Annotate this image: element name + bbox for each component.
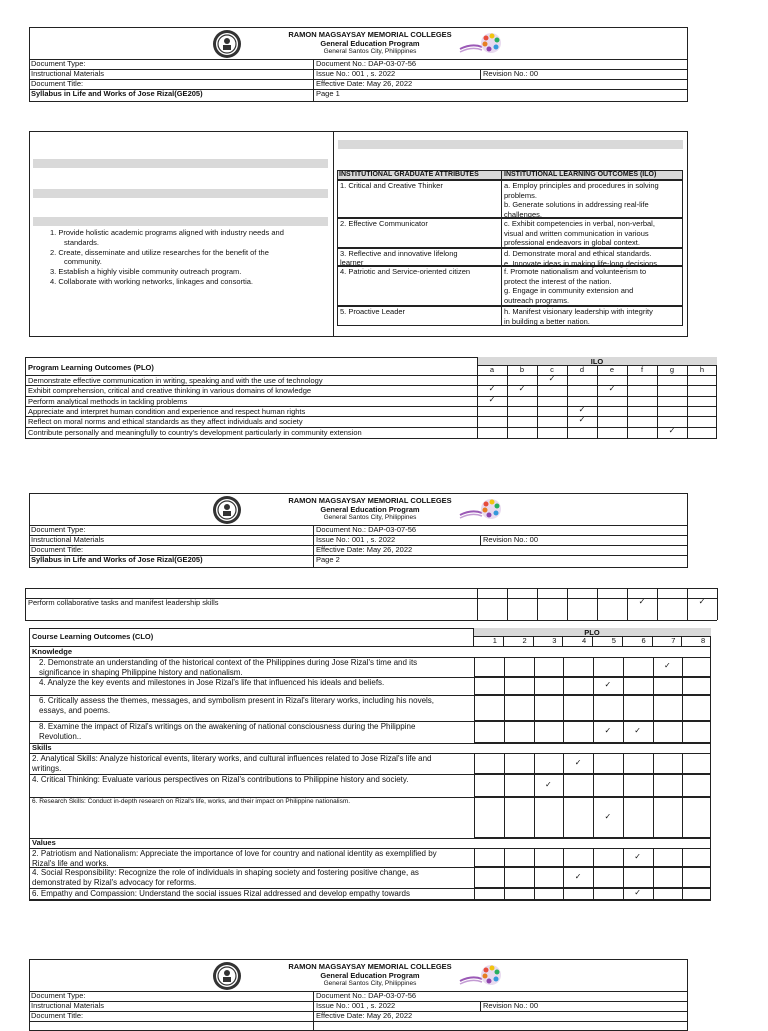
goal-item: 3. Establish a highly visible community outreach program. — [50, 267, 242, 277]
cont-bottom-line — [25, 620, 717, 621]
clo-grid-col-line — [623, 695, 624, 721]
clo-grid-col-line — [504, 888, 505, 900]
ilo-check-mark: ✓ — [488, 394, 496, 404]
cont-col-line — [507, 588, 508, 620]
learning-outcome: problems. — [504, 190, 537, 200]
clo-grid-col-line — [653, 797, 654, 838]
vision-heading-bg — [33, 159, 328, 168]
header-col-line-revision — [480, 535, 481, 545]
learning-outcome: a. Employ principles and procedures in solving — [504, 181, 659, 190]
institution-name: RAMON MAGSAYSAY MEMORIAL COLLEGES — [288, 496, 452, 505]
clo-grid-col-line — [682, 677, 683, 695]
plo-row-text: Demonstrate effective communication in writing, speaking and with the use of technology — [28, 376, 323, 385]
clo-row-text: 6. Critically assess the themes, messages, and symbolism present in Rizal's literary works, including his novels, — [39, 696, 435, 705]
clo-row-text: 2. Patriotism and Nationalism: Appreciate the importance of love for country and national identity as exemplified by — [32, 849, 437, 858]
ilo-check-mark: ✓ — [548, 374, 556, 383]
ilo-col-line — [597, 365, 598, 439]
ilo-check-mark: ✓ — [488, 384, 496, 394]
clo-row-text: 6. Research Skills: Conduct in-depth research on Rizal's life, works, and their impact on Philippine nationalism. — [32, 798, 351, 805]
learning-outcome: in building a better nation. — [504, 316, 590, 326]
cont-col-line — [567, 588, 568, 620]
document-type-label: Document Type: — [31, 59, 86, 68]
document-number: Document No.: DAP-03-07-56 — [316, 525, 417, 534]
clo-grid-col-line — [534, 753, 535, 774]
clo-grid-col-line — [563, 721, 564, 743]
issue-number: Issue No.: 001 , s. 2022 — [316, 1001, 396, 1010]
clo-grid-col-line — [593, 848, 594, 867]
header-col-line-revision — [480, 1001, 481, 1011]
ilo-check-mark: ✓ — [668, 425, 676, 435]
plo-check-mark: ✓ — [664, 661, 671, 670]
ilo-letter: d — [579, 365, 585, 374]
learning-outcome: visual and written communication in various — [504, 228, 649, 238]
cont-col-line — [597, 588, 598, 620]
learning-outcome: challenges. — [504, 209, 542, 219]
clo-row-text: Rizal's life and works. — [32, 858, 109, 868]
clo-row-text: demonstrated by Rizal's advocacy for reforms. — [32, 877, 197, 887]
clo-grid-col-line — [593, 695, 594, 721]
clo-row-text: writings. — [32, 763, 62, 773]
clo-grid-col-line — [653, 695, 654, 721]
cont-top-line — [25, 588, 717, 589]
revision-number: Revision No.: 00 — [483, 535, 539, 544]
clo-grid-col-line — [653, 753, 654, 774]
clo-grid-col-line — [682, 888, 683, 900]
attribute-name: 5. Proactive Leader — [340, 307, 406, 316]
ilo-col-line — [627, 365, 628, 439]
plo-row-text: Contribute personally and meaningfully to country's development particularly in community extension — [28, 427, 362, 437]
clo-grid-col-line — [653, 721, 654, 743]
document-title-value: Syllabus in Life and Works of Jose Rizal(GE205) — [31, 555, 203, 564]
plo-number: 8 — [701, 636, 706, 645]
learning-outcome: b. Generate solutions in addressing real-life — [504, 200, 649, 210]
learning-outcome: c. Exhibit competencies in verbal, non-verbal, — [504, 219, 655, 228]
ilo-label: ILO — [590, 357, 604, 366]
issue-number: Issue No.: 001 , s. 2022 — [316, 69, 396, 78]
iga-col-line — [501, 170, 502, 326]
clo-grid-col-line — [534, 848, 535, 867]
goal-item: standards. — [64, 237, 100, 247]
plo-number-col-line — [503, 636, 504, 646]
clo-grid-col-line — [504, 753, 505, 774]
clo-row-text: 4. Critical Thinking: Evaluate various perspectives on Rizal's contributions to Philippine history and society. — [32, 775, 409, 784]
document-type-value: Instructional Materials — [31, 1001, 104, 1010]
learning-outcome: e. Innovate ideas in making life-long decisions. — [504, 258, 660, 268]
goal-item: 1. Provide holistic academic programs aligned with industry needs and — [50, 228, 284, 237]
clo-grid-col-line — [623, 774, 624, 797]
effective-date: Effective Date: May 26, 2022 — [316, 545, 413, 554]
plo-check-mark: ✓ — [604, 811, 612, 821]
clo-grid-col-line — [682, 867, 683, 888]
clo-header-line — [29, 646, 711, 647]
clo-grid-col-line — [504, 721, 505, 743]
mission-heading-bg — [33, 189, 328, 198]
clo-grid-col-line — [593, 657, 594, 677]
clo-split-line — [473, 628, 474, 646]
plo-label: PLO — [584, 628, 600, 637]
header-col-line — [313, 525, 314, 568]
clo-row-text: 4. Social Responsibility: Recognize the role of individuals in shaping society and fostering positive change, as — [32, 868, 419, 877]
school-seal-icon — [212, 961, 242, 991]
clo-grid-col-line — [623, 753, 624, 774]
cont-col-line — [477, 588, 478, 620]
plo-number: 4 — [582, 636, 587, 645]
plo-check-mark: ✓ — [604, 680, 612, 689]
clo-grid-col-line — [504, 848, 505, 867]
clo-grid-col-line — [593, 774, 594, 797]
plo-header: Program Learning Outcomes (PLO) — [28, 363, 154, 372]
ilo-check-mark: ✓ — [698, 597, 706, 606]
institution-location: General Santos City, Philippines — [323, 48, 417, 55]
program-name: General Education Program — [320, 39, 420, 48]
clo-row-line — [29, 838, 711, 839]
cont-left-line — [25, 588, 26, 620]
revision-number: Revision No.: 00 — [483, 1001, 539, 1010]
plo-number: 1 — [492, 636, 497, 645]
learning-outcome: professional endeavors in global context. — [504, 238, 640, 248]
ilo-check-mark: ✓ — [578, 404, 586, 414]
plo-number: 7 — [671, 636, 676, 645]
cont-col-line — [537, 588, 538, 620]
program-name: General Education Program — [320, 505, 420, 514]
plo-number: 5 — [611, 636, 616, 645]
clo-grid-col-line — [593, 888, 594, 900]
document-type-value: Instructional Materials — [31, 535, 104, 544]
core-values-heading-bg — [338, 140, 683, 149]
ilo-check-mark: ✓ — [638, 597, 646, 606]
plo-check-mark: ✓ — [634, 726, 641, 735]
clo-row-text: 4. Analyze the key events and milestones in Jose Rizal's life that influenced his ideals and beliefs. — [39, 678, 385, 687]
document-type-label: Document Type: — [31, 525, 86, 534]
learning-outcome: f. Promote nationalism and volunteerism to — [504, 267, 647, 276]
header-row-line — [29, 1021, 688, 1022]
clo-grid-col-line — [563, 774, 564, 797]
plo-number-col-line — [562, 636, 563, 646]
plo-number-col-line — [592, 636, 593, 646]
header-col-line — [313, 991, 314, 1031]
institution-name: RAMON MAGSAYSAY MEMORIAL COLLEGES — [288, 30, 452, 39]
ilo-letter: a — [489, 365, 495, 374]
ilo-check-mark: ✓ — [518, 384, 526, 394]
attribute-name: 3. Reflective and innovative lifelong — [340, 249, 458, 258]
institution-location: General Santos City, Philippines — [323, 980, 417, 987]
attribute-name: 2. Effective Communicator — [340, 219, 428, 228]
clo-row-line — [29, 900, 711, 901]
ilo-letter: e — [609, 365, 615, 374]
plo-check-mark: ✓ — [634, 888, 641, 897]
effective-date: Effective Date: May 26, 2022 — [316, 1011, 413, 1020]
clo-grid-col-line — [593, 753, 594, 774]
attribute-name: 1. Critical and Creative Thinker — [340, 181, 443, 190]
goal-item: community. — [64, 257, 102, 267]
clo-grid-col-line — [534, 797, 535, 838]
document-type-value: Instructional Materials — [31, 69, 104, 78]
plo-check-mark: ✓ — [604, 726, 612, 735]
header-col-line — [313, 59, 314, 102]
clo-grid-col-line — [563, 677, 564, 695]
plo-check-mark: ✓ — [574, 871, 582, 881]
clo-grid-col-line — [682, 797, 683, 838]
plo-row-text: Exhibit comprehension, critical and creative thinking in various domains of knowledge — [28, 386, 312, 396]
ilo-check-mark: ✓ — [608, 384, 616, 394]
clo-grid-col-line — [623, 657, 624, 677]
document-title-label: Document Title: — [31, 79, 84, 88]
clo-row-text: significance in shaping Philippine history and nationalism. — [39, 667, 243, 677]
vmgo-divider — [333, 131, 334, 337]
learning-outcome: outreach programs. — [504, 295, 570, 305]
clo-grid-col-line — [504, 774, 505, 797]
goal-item: 4. Collaborate with working networks, linkages and consortia. — [50, 277, 254, 286]
clo-grid-col-line — [563, 848, 564, 867]
plo-number-col-line — [622, 636, 623, 646]
clo-row-text: 2. Analytical Skills: Analyze historical events, literary works, and cultural influences related to Jose Rizal's life and — [32, 754, 432, 763]
clo-grid-col-line — [682, 753, 683, 774]
plo-check-mark: ✓ — [574, 757, 582, 767]
document-title-label: Document Title: — [31, 545, 84, 554]
plo-check-mark: ✓ — [545, 779, 552, 789]
ilo-letter: c — [550, 365, 554, 374]
clo-grid-col-line — [504, 867, 505, 888]
clo-row-text: 2. Demonstrate an understanding of the historical context of the Philippines during Jose Rizal's time and its — [39, 658, 418, 667]
page-number: Page 1 — [316, 89, 340, 98]
ilo-col-line — [687, 365, 688, 439]
learning-outcome: d. Demonstrate moral and ethical standards. — [504, 249, 652, 258]
clo-grid-col-line — [682, 695, 683, 721]
clo-grid-col-line — [534, 888, 535, 900]
goals-heading-bg — [33, 217, 328, 226]
plo-number: 2 — [522, 636, 527, 645]
clo-grid-col-line — [534, 677, 535, 695]
plo-number: 3 — [552, 636, 557, 645]
revision-number: Revision No.: 00 — [483, 69, 539, 78]
clo-grid-col-line — [563, 797, 564, 838]
header-col-line-revision — [480, 69, 481, 79]
document-number: Document No.: DAP-03-07-56 — [316, 991, 417, 1000]
plo-number: 6 — [641, 636, 646, 645]
plo-row-text: Appreciate and interpret human condition and experience and respect human rights — [28, 406, 306, 416]
clo-grid-col-line — [593, 867, 594, 888]
document-type-label: Document Type: — [31, 991, 86, 1000]
learning-outcome: h. Manifest visionary leadership with integrity — [504, 307, 653, 316]
clo-grid-col-line — [653, 774, 654, 797]
goal-item: 2. Create, disseminate and utilize researches for the benefit of the — [50, 247, 269, 257]
clo-grid-col-line — [563, 657, 564, 677]
effective-date: Effective Date: May 26, 2022 — [316, 79, 413, 88]
document-title-value: Syllabus in Life and Works of Jose Rizal(GE205) — [31, 89, 203, 98]
clo-section-label: Values — [32, 838, 56, 847]
clo-grid-col-line — [682, 774, 683, 797]
ilo-col-line — [507, 365, 508, 439]
clo-row-text: 8. Examine the impact of Rizal's writings on the awakening of national consciousness during the Philippine — [39, 722, 416, 731]
learning-outcome: g. Engage in community extension and — [504, 286, 634, 296]
plo-check-mark: ✓ — [634, 851, 641, 861]
clo-row-line — [29, 743, 711, 744]
ilo-letter: g — [669, 365, 675, 374]
clo-grid-col-line — [682, 657, 683, 677]
clo-grid-col-line — [653, 888, 654, 900]
plo-number-col-line — [533, 636, 534, 646]
plo-number-col-line — [652, 636, 653, 646]
clo-grid-col-line — [623, 677, 624, 695]
clo-grid-col-line — [623, 867, 624, 888]
clo-grid-col-line — [504, 677, 505, 695]
ilo-col-line — [567, 365, 568, 439]
clo-grid-col-line — [534, 867, 535, 888]
clo-section-label: Knowledge — [32, 647, 73, 656]
clo-grid-col-line — [534, 657, 535, 677]
document-number: Document No.: DAP-03-07-56 — [316, 59, 417, 68]
ilo-header: INSTITUTIONAL LEARNING OUTCOMES (ILO) — [504, 171, 657, 178]
clo-grid-col-line — [504, 797, 505, 838]
clo-grid-col-line — [563, 695, 564, 721]
clo-grid-col-line — [504, 695, 505, 721]
clo-header: Course Learning Outcomes (CLO) — [32, 632, 154, 641]
clo-row-text: Revolution.. — [39, 731, 82, 741]
clo-grid-col-line — [563, 888, 564, 900]
plo-row-text: Perform analytical methods in tackling problems — [28, 396, 188, 406]
clo-grid-col-line — [623, 797, 624, 838]
institution-location: General Santos City, Philippines — [323, 514, 417, 521]
plo-number-col-line — [681, 636, 682, 646]
clo-grid-col-line — [682, 721, 683, 743]
plo-row-text: Reflect on moral norms and ethical standards as they affect individuals and society — [28, 417, 303, 427]
program-name: General Education Program — [320, 971, 420, 980]
plo-continuation-text: Perform collaborative tasks and manifest leadership skills — [28, 598, 219, 607]
school-seal-icon — [212, 495, 242, 525]
ilo-letter: h — [699, 365, 705, 374]
attribute-name: learner — [340, 258, 364, 267]
clo-grid-col-line — [653, 867, 654, 888]
institution-name: RAMON MAGSAYSAY MEMORIAL COLLEGES — [288, 962, 452, 971]
clo-row-text: 6. Empathy and Compassion: Understand the social issues Rizal addressed and develop empathy towards — [32, 889, 410, 898]
clo-grid-col-line — [504, 657, 505, 677]
clo-section-label: Skills — [32, 743, 52, 752]
clo-grid-col-line — [682, 848, 683, 867]
issue-number: Issue No.: 001 , s. 2022 — [316, 535, 396, 544]
ilo-letter: f — [640, 365, 644, 374]
ilo-letter: b — [519, 365, 525, 374]
clo-grid-col-line — [653, 677, 654, 695]
learning-outcome: protect the interest of the nation. — [504, 276, 612, 286]
page-number: Page 2 — [316, 555, 340, 564]
clo-grid-col-line — [653, 848, 654, 867]
cont-col-line — [717, 588, 718, 620]
ilo-check-mark: ✓ — [578, 415, 586, 425]
clo-grid-col-line — [534, 721, 535, 743]
school-seal-icon — [212, 29, 242, 59]
cont-col-line — [657, 588, 658, 620]
iga-header: INSTITUTIONAL GRADUATE ATTRIBUTES — [339, 171, 479, 178]
attribute-name: 4. Patriotic and Service-oriented citizen — [340, 267, 471, 276]
clo-row-text: essays, and poems. — [39, 705, 111, 715]
document-title-label: Document Title: — [31, 1011, 84, 1020]
clo-grid-col-line — [534, 695, 535, 721]
